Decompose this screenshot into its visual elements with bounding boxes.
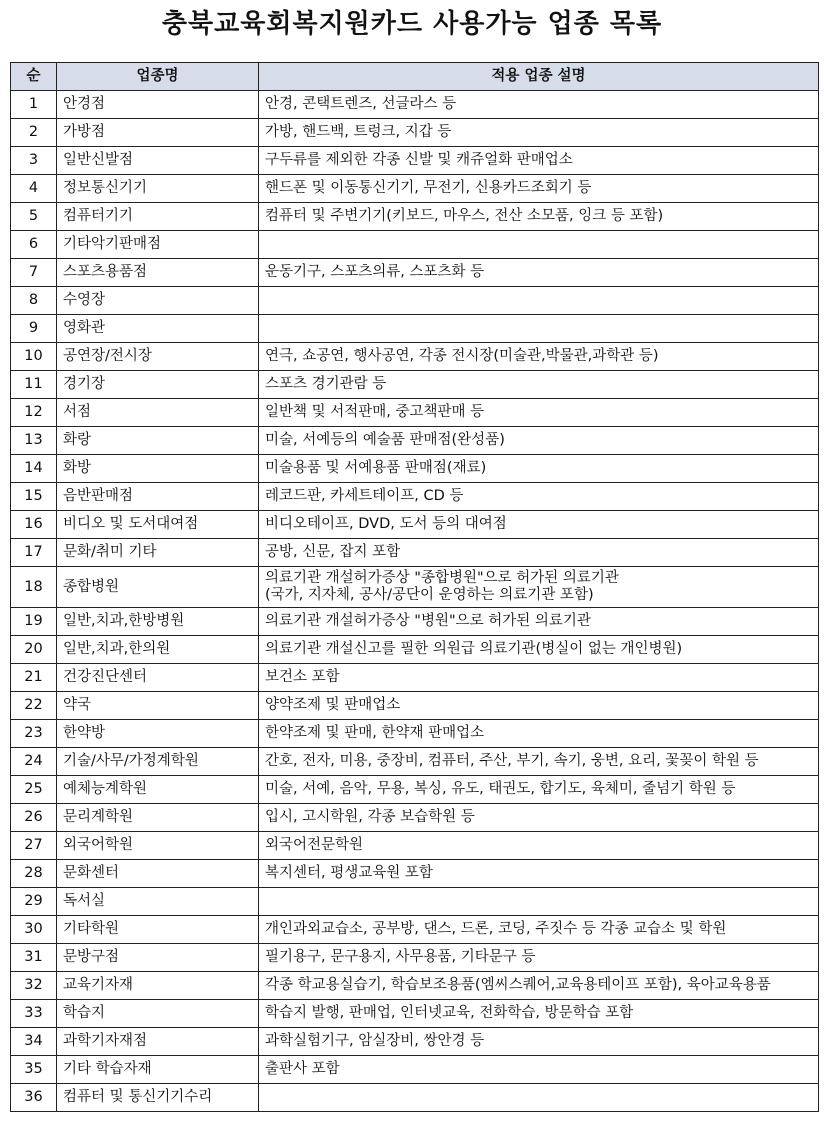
row-category: 서점 bbox=[57, 399, 259, 427]
row-number: 6 bbox=[11, 231, 57, 259]
row-number: 28 bbox=[11, 860, 57, 888]
row-number: 18 bbox=[11, 567, 57, 608]
row-number: 16 bbox=[11, 511, 57, 539]
row-number: 4 bbox=[11, 175, 57, 203]
table-row bbox=[11, 483, 819, 511]
table-row bbox=[11, 888, 819, 916]
table-row bbox=[11, 427, 819, 455]
row-description: 스포츠 경기관람 등 bbox=[259, 371, 819, 399]
row-category: 비디오 및 도서대여점 bbox=[57, 511, 259, 539]
row-number: 17 bbox=[11, 539, 57, 567]
page-title: 충북교육회복지원카드 사용가능 업종 목록 bbox=[161, 9, 663, 39]
row-category: 컴퓨터기기 bbox=[57, 203, 259, 231]
row-category: 예체능계학원 bbox=[57, 776, 259, 804]
table-row bbox=[11, 972, 819, 1000]
row-description: 학습지 발행, 판매업, 인터넷교육, 전화학습, 방문학습 포함 bbox=[259, 1000, 819, 1028]
row-number: 19 bbox=[11, 608, 57, 636]
row-number: 35 bbox=[11, 1056, 57, 1084]
row-description: 양약조제 및 판매업소 bbox=[259, 692, 819, 720]
table-row bbox=[11, 1000, 819, 1028]
row-category: 문방구점 bbox=[57, 944, 259, 972]
row-description: 비디오테이프, DVD, 도서 등의 대여점 bbox=[259, 511, 819, 539]
row-description: 개인과외교습소, 공부방, 댄스, 드론, 코딩, 주짓수 등 각종 교습소 및 학원 bbox=[259, 916, 819, 944]
row-category: 공연장/전시장 bbox=[57, 343, 259, 371]
table-row bbox=[11, 511, 819, 539]
row-description: 운동기구, 스포츠의류, 스포츠화 등 bbox=[259, 259, 819, 287]
row-number: 26 bbox=[11, 804, 57, 832]
row-number: 29 bbox=[11, 888, 57, 916]
row-description: 미술, 서예등의 예술품 판매점(완성품) bbox=[259, 427, 819, 455]
table-row bbox=[11, 455, 819, 483]
row-number: 25 bbox=[11, 776, 57, 804]
row-category: 영화관 bbox=[57, 315, 259, 343]
table-row bbox=[11, 119, 819, 147]
row-category: 기타학원 bbox=[57, 916, 259, 944]
row-description: 핸드폰 및 이동통신기기, 무전기, 신용카드조회기 등 bbox=[259, 175, 819, 203]
row-description: 안경, 콘택트렌즈, 선글라스 등 bbox=[259, 91, 819, 119]
row-category: 화랑 bbox=[57, 427, 259, 455]
table-row bbox=[11, 147, 819, 175]
row-description: 보건소 포함 bbox=[259, 664, 819, 692]
row-category: 가방점 bbox=[57, 119, 259, 147]
row-description bbox=[259, 287, 819, 315]
row-number: 31 bbox=[11, 944, 57, 972]
row-number: 3 bbox=[11, 147, 57, 175]
row-category: 컴퓨터 및 통신기기수리 bbox=[57, 1084, 259, 1112]
row-category: 경기장 bbox=[57, 371, 259, 399]
row-number: 5 bbox=[11, 203, 57, 231]
row-description: 간호, 전자, 미용, 중장비, 컴퓨터, 주산, 부기, 속기, 웅변, 요리, 꽃꽂이 학원 등 bbox=[259, 748, 819, 776]
table-row bbox=[11, 860, 819, 888]
header-category: 업종명 bbox=[57, 63, 259, 91]
row-number: 30 bbox=[11, 916, 57, 944]
row-number: 13 bbox=[11, 427, 57, 455]
row-number: 34 bbox=[11, 1028, 57, 1056]
row-description-line-1: 의료기관 개설허가증상 "종합병원"으로 허가된 의료기관 bbox=[265, 570, 619, 586]
row-category: 스포츠용품점 bbox=[57, 259, 259, 287]
row-category: 외국어학원 bbox=[57, 832, 259, 860]
table-row bbox=[11, 231, 819, 259]
row-description bbox=[259, 567, 819, 608]
row-category: 일반신발점 bbox=[57, 147, 259, 175]
row-category: 기타 학습자재 bbox=[57, 1056, 259, 1084]
table-row bbox=[11, 315, 819, 343]
table-row bbox=[11, 664, 819, 692]
row-number: 11 bbox=[11, 371, 57, 399]
row-category: 수영장 bbox=[57, 287, 259, 315]
row-description: 과학실험기구, 암실장비, 쌍안경 등 bbox=[259, 1028, 819, 1056]
row-category: 문리계학원 bbox=[57, 804, 259, 832]
row-description: 구두류를 제외한 각종 신발 및 캐쥬얼화 판매업소 bbox=[259, 147, 819, 175]
table-row bbox=[11, 944, 819, 972]
table-row bbox=[11, 259, 819, 287]
table-row bbox=[11, 720, 819, 748]
row-category: 한약방 bbox=[57, 720, 259, 748]
table-row bbox=[11, 91, 819, 119]
row-number: 22 bbox=[11, 692, 57, 720]
row-description: 각종 학교용실습기, 학습보조용품(엠씨스퀘어,교육용테이프 포함), 육아교육용품 bbox=[259, 972, 819, 1000]
row-number: 12 bbox=[11, 399, 57, 427]
row-description: 입시, 고시학원, 각종 보습학원 등 bbox=[259, 804, 819, 832]
row-number: 24 bbox=[11, 748, 57, 776]
row-description-line-2: (국가, 지자체, 공사/공단이 운영하는 의료기관 포함) bbox=[265, 587, 594, 603]
header-number: 순 bbox=[11, 63, 57, 91]
table-row bbox=[11, 608, 819, 636]
row-number: 9 bbox=[11, 315, 57, 343]
table-row bbox=[11, 343, 819, 371]
row-description: 필기용구, 문구용지, 사무용품, 기타문구 등 bbox=[259, 944, 819, 972]
row-number: 27 bbox=[11, 832, 57, 860]
row-description: 연극, 쇼공연, 행사공연, 각종 전시장(미술관,박물관,과학관 등) bbox=[259, 343, 819, 371]
row-description bbox=[259, 1084, 819, 1112]
row-category: 독서실 bbox=[57, 888, 259, 916]
row-description: 컴퓨터 및 주변기기(키보드, 마우스, 전산 소모품, 잉크 등 포함) bbox=[259, 203, 819, 231]
table-row bbox=[11, 287, 819, 315]
table-row bbox=[11, 692, 819, 720]
row-description: 공방, 신문, 잡지 포함 bbox=[259, 539, 819, 567]
row-category: 건강진단센터 bbox=[57, 664, 259, 692]
row-number: 7 bbox=[11, 259, 57, 287]
row-description bbox=[259, 231, 819, 259]
row-category: 문화/취미 기타 bbox=[57, 539, 259, 567]
row-number: 36 bbox=[11, 1084, 57, 1112]
row-number: 20 bbox=[11, 636, 57, 664]
row-description: 미술, 서예, 음악, 무용, 복싱, 유도, 태권도, 합기도, 육체미, 줄넘기 학원 등 bbox=[259, 776, 819, 804]
table-row bbox=[11, 916, 819, 944]
row-number: 21 bbox=[11, 664, 57, 692]
row-category: 문화센터 bbox=[57, 860, 259, 888]
row-number: 33 bbox=[11, 1000, 57, 1028]
table-row bbox=[11, 1056, 819, 1084]
row-description: 레코드판, 카세트테이프, CD 등 bbox=[259, 483, 819, 511]
row-number: 2 bbox=[11, 119, 57, 147]
table-row bbox=[11, 748, 819, 776]
table-row bbox=[11, 1084, 819, 1112]
row-category: 종합병원 bbox=[57, 567, 259, 608]
row-description: 일반책 및 서적판매, 중고책판매 등 bbox=[259, 399, 819, 427]
row-description: 한약조제 및 판매, 한약재 판매업소 bbox=[259, 720, 819, 748]
row-description: 의료기관 개설신고를 필한 의원급 의료기관(병실이 없는 개인병원) bbox=[259, 636, 819, 664]
table-row bbox=[11, 636, 819, 664]
row-category: 약국 bbox=[57, 692, 259, 720]
row-category: 교육기자재 bbox=[57, 972, 259, 1000]
table-row bbox=[11, 175, 819, 203]
header-description: 적용 업종 설명 bbox=[259, 63, 819, 91]
row-number: 15 bbox=[11, 483, 57, 511]
table-row bbox=[11, 399, 819, 427]
row-number: 1 bbox=[11, 91, 57, 119]
row-description: 미술용품 및 서예용품 판매점(재료) bbox=[259, 455, 819, 483]
table-row bbox=[11, 539, 819, 567]
table-row bbox=[11, 832, 819, 860]
row-number: 14 bbox=[11, 455, 57, 483]
row-category: 과학기자재점 bbox=[57, 1028, 259, 1056]
row-category: 음반판매점 bbox=[57, 483, 259, 511]
row-number: 32 bbox=[11, 972, 57, 1000]
table-row bbox=[11, 371, 819, 399]
table-header-row bbox=[11, 63, 819, 91]
row-category: 화방 bbox=[57, 455, 259, 483]
table-row bbox=[11, 804, 819, 832]
row-number: 10 bbox=[11, 343, 57, 371]
row-category: 일반,치과,한방병원 bbox=[57, 608, 259, 636]
row-category: 기술/사무/가정계학원 bbox=[57, 748, 259, 776]
row-number: 8 bbox=[11, 287, 57, 315]
row-description bbox=[259, 888, 819, 916]
row-category: 안경점 bbox=[57, 91, 259, 119]
row-description: 외국어전문학원 bbox=[259, 832, 819, 860]
row-description: 의료기관 개설허가증상 "병원"으로 허가된 의료기관 bbox=[259, 608, 819, 636]
table-row bbox=[11, 203, 819, 231]
row-category: 기타악기판매점 bbox=[57, 231, 259, 259]
row-description: 복지센터, 평생교육원 포함 bbox=[259, 860, 819, 888]
row-description: 가방, 핸드백, 트렁크, 지갑 등 bbox=[259, 119, 819, 147]
row-category: 정보통신기기 bbox=[57, 175, 259, 203]
table-row bbox=[11, 1028, 819, 1056]
row-description: 출판사 포함 bbox=[259, 1056, 819, 1084]
table-row bbox=[11, 567, 819, 608]
business-category-table bbox=[10, 62, 819, 1112]
table-row bbox=[11, 776, 819, 804]
row-category: 일반,치과,한의원 bbox=[57, 636, 259, 664]
row-number: 23 bbox=[11, 720, 57, 748]
row-category: 학습지 bbox=[57, 1000, 259, 1028]
row-description bbox=[259, 315, 819, 343]
